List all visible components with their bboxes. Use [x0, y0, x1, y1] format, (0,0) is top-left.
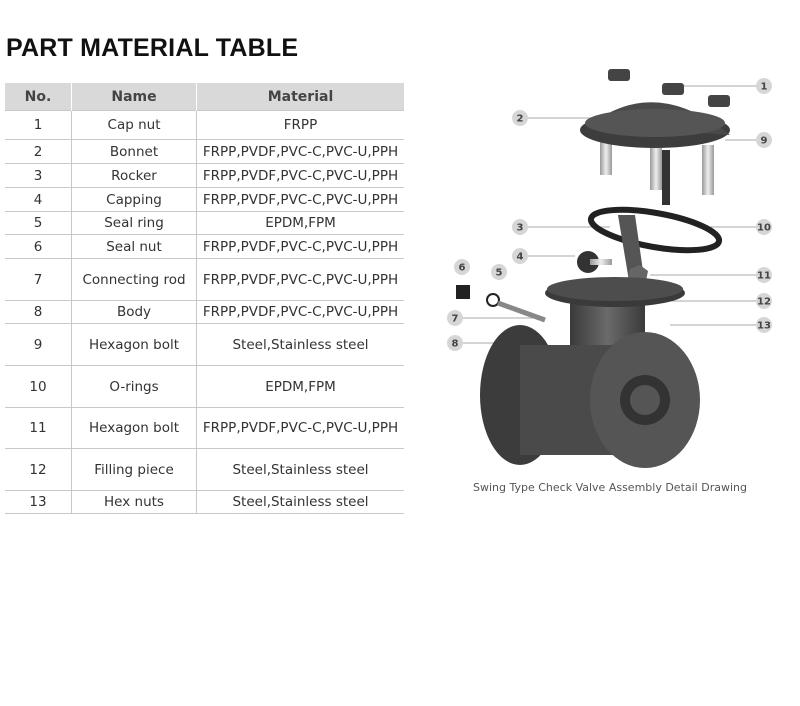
callout-number: 7: [451, 313, 459, 325]
callout-number: 5: [495, 267, 503, 279]
drawing-caption: Swing Type Check Valve Assembly Detail Drawing: [473, 481, 747, 494]
valve-assembly-drawing: [440, 55, 780, 475]
cell-material: FRPP,PVDF,PVC-C,PVC-U,PPH: [197, 259, 405, 301]
callout-number: 12: [757, 296, 771, 308]
table-row: [5, 324, 404, 366]
cell-no: 11: [5, 408, 72, 449]
o-ring: [588, 202, 722, 258]
header-no: No.: [5, 83, 72, 111]
cell-no: 3: [5, 164, 72, 188]
cell-no: 5: [5, 212, 72, 235]
callout-number: 2: [516, 113, 524, 125]
table-row: [5, 301, 404, 324]
seal-ring: [487, 294, 499, 306]
cell-material: FRPP,PVDF,PVC-C,PVC-U,PPH: [197, 164, 405, 188]
table-row: [5, 188, 404, 212]
cell-name: Connecting rod: [72, 259, 197, 301]
callout-number: 10: [757, 222, 771, 234]
table-row: [5, 140, 404, 164]
cell-material: EPDM,FPM: [197, 366, 405, 408]
bonnet: [580, 102, 730, 205]
cell-no: 10: [5, 366, 72, 408]
cell-name: Seal ring: [72, 212, 197, 235]
cell-material: EPDM,FPM: [197, 212, 405, 235]
cell-name: Hexagon bolt: [72, 324, 197, 366]
table-row: [5, 449, 404, 491]
callout-number: 9: [760, 135, 768, 147]
cell-material: FRPP,PVDF,PVC-C,PVC-U,PPH: [197, 140, 405, 164]
page-title: PART MATERIAL TABLE: [6, 34, 299, 62]
cell-material: FRPP: [197, 111, 405, 140]
cell-name: Hexagon bolt: [72, 408, 197, 449]
cell-name: Hex nuts: [72, 491, 197, 514]
callout-number: 1: [760, 81, 768, 93]
cap-nuts: [608, 69, 730, 107]
cell-name: O-rings: [72, 366, 197, 408]
callout-number: 13: [757, 320, 771, 332]
callout-number: 3: [516, 222, 524, 234]
cell-no: 7: [5, 259, 72, 301]
cell-name: Bonnet: [72, 140, 197, 164]
cell-no: 1: [5, 111, 72, 140]
table-row: [5, 491, 404, 514]
table-row: [5, 164, 404, 188]
table-row: [5, 235, 404, 259]
cell-material: FRPP,PVDF,PVC-C,PVC-U,PPH: [197, 188, 405, 212]
cell-no: 12: [5, 449, 72, 491]
callout-number: 11: [757, 270, 771, 282]
cell-material: FRPP,PVDF,PVC-C,PVC-U,PPH: [197, 301, 405, 324]
table-row: [5, 366, 404, 408]
cell-no: 8: [5, 301, 72, 324]
cell-no: 6: [5, 235, 72, 259]
table-row: [5, 212, 404, 235]
cell-no: 4: [5, 188, 72, 212]
cell-material: FRPP,PVDF,PVC-C,PVC-U,PPH: [197, 235, 405, 259]
table-header-row: [5, 83, 404, 111]
cell-material: Steel,Stainless steel: [197, 449, 405, 491]
cell-material: Steel,Stainless steel: [197, 491, 405, 514]
callout-number: 4: [516, 251, 524, 263]
header-material: Material: [197, 83, 405, 111]
table-row: [5, 111, 404, 140]
callout-number: 6: [458, 262, 466, 274]
seal-nut: [456, 285, 470, 299]
callout-number: 8: [451, 338, 459, 350]
cell-no: 2: [5, 140, 72, 164]
table-row: [5, 259, 404, 301]
cell-name: Rocker: [72, 164, 197, 188]
header-name: Name: [72, 83, 197, 111]
cell-no: 13: [5, 491, 72, 514]
table-row: [5, 408, 404, 449]
cell-material: FRPP,PVDF,PVC-C,PVC-U,PPH: [197, 408, 405, 449]
part-material-table: [5, 83, 404, 514]
cell-material: Steel,Stainless steel: [197, 324, 405, 366]
connecting-rod: [498, 303, 545, 320]
cell-name: Capping: [72, 188, 197, 212]
cell-name: Filling piece: [72, 449, 197, 491]
valve-body: [480, 277, 700, 468]
cell-no: 9: [5, 324, 72, 366]
cell-name: Cap nut: [72, 111, 197, 140]
cell-name: Seal nut: [72, 235, 197, 259]
cell-name: Body: [72, 301, 197, 324]
